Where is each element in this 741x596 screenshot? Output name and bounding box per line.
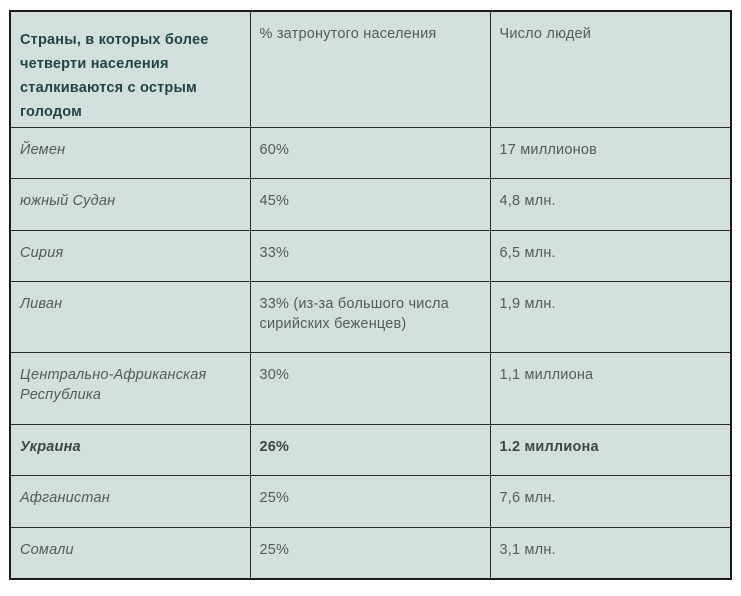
- percent-cell: 26%: [250, 424, 490, 475]
- hunger-table: [9, 10, 732, 580]
- people-cell: 1,1 миллиона: [490, 352, 731, 424]
- percent-cell: 25%: [250, 475, 490, 527]
- table-row: [10, 475, 731, 527]
- percent-cell: 25%: [250, 527, 490, 579]
- table-header-row: [10, 11, 731, 127]
- country-cell: Центрально-Африканская Республика: [10, 352, 250, 424]
- country-cell: Сомали: [10, 527, 250, 579]
- percent-cell: 33% (из-за большого числа сирийских беженцев): [250, 281, 490, 352]
- header-percent: % затронутого населения: [250, 11, 490, 127]
- header-countries: Страны, в которых более четверти населения сталкиваются с острым голодом: [10, 11, 250, 127]
- table-row: [10, 527, 731, 579]
- people-cell: 3,1 млн.: [490, 527, 731, 579]
- percent-cell: 60%: [250, 127, 490, 178]
- people-cell: 4,8 млн.: [490, 178, 731, 230]
- people-cell: 7,6 млн.: [490, 475, 731, 527]
- percent-cell: 30%: [250, 352, 490, 424]
- header-people: Число людей: [490, 11, 731, 127]
- table-row: [10, 281, 731, 352]
- percent-cell: 45%: [250, 178, 490, 230]
- people-cell: 1,9 млн.: [490, 281, 731, 352]
- country-cell: Афганистан: [10, 475, 250, 527]
- percent-cell: 33%: [250, 230, 490, 281]
- table-row: [10, 127, 731, 178]
- country-cell: Украина: [10, 424, 250, 475]
- country-cell: Ливан: [10, 281, 250, 352]
- country-cell: Сирия: [10, 230, 250, 281]
- people-cell: 1.2 миллиона: [490, 424, 731, 475]
- people-cell: 17 миллионов: [490, 127, 731, 178]
- table-row: [10, 230, 731, 281]
- table-row: [10, 424, 731, 475]
- table-row: [10, 178, 731, 230]
- country-cell: Йемен: [10, 127, 250, 178]
- people-cell: 6,5 млн.: [490, 230, 731, 281]
- country-cell: южный Судан: [10, 178, 250, 230]
- table-row: [10, 352, 731, 424]
